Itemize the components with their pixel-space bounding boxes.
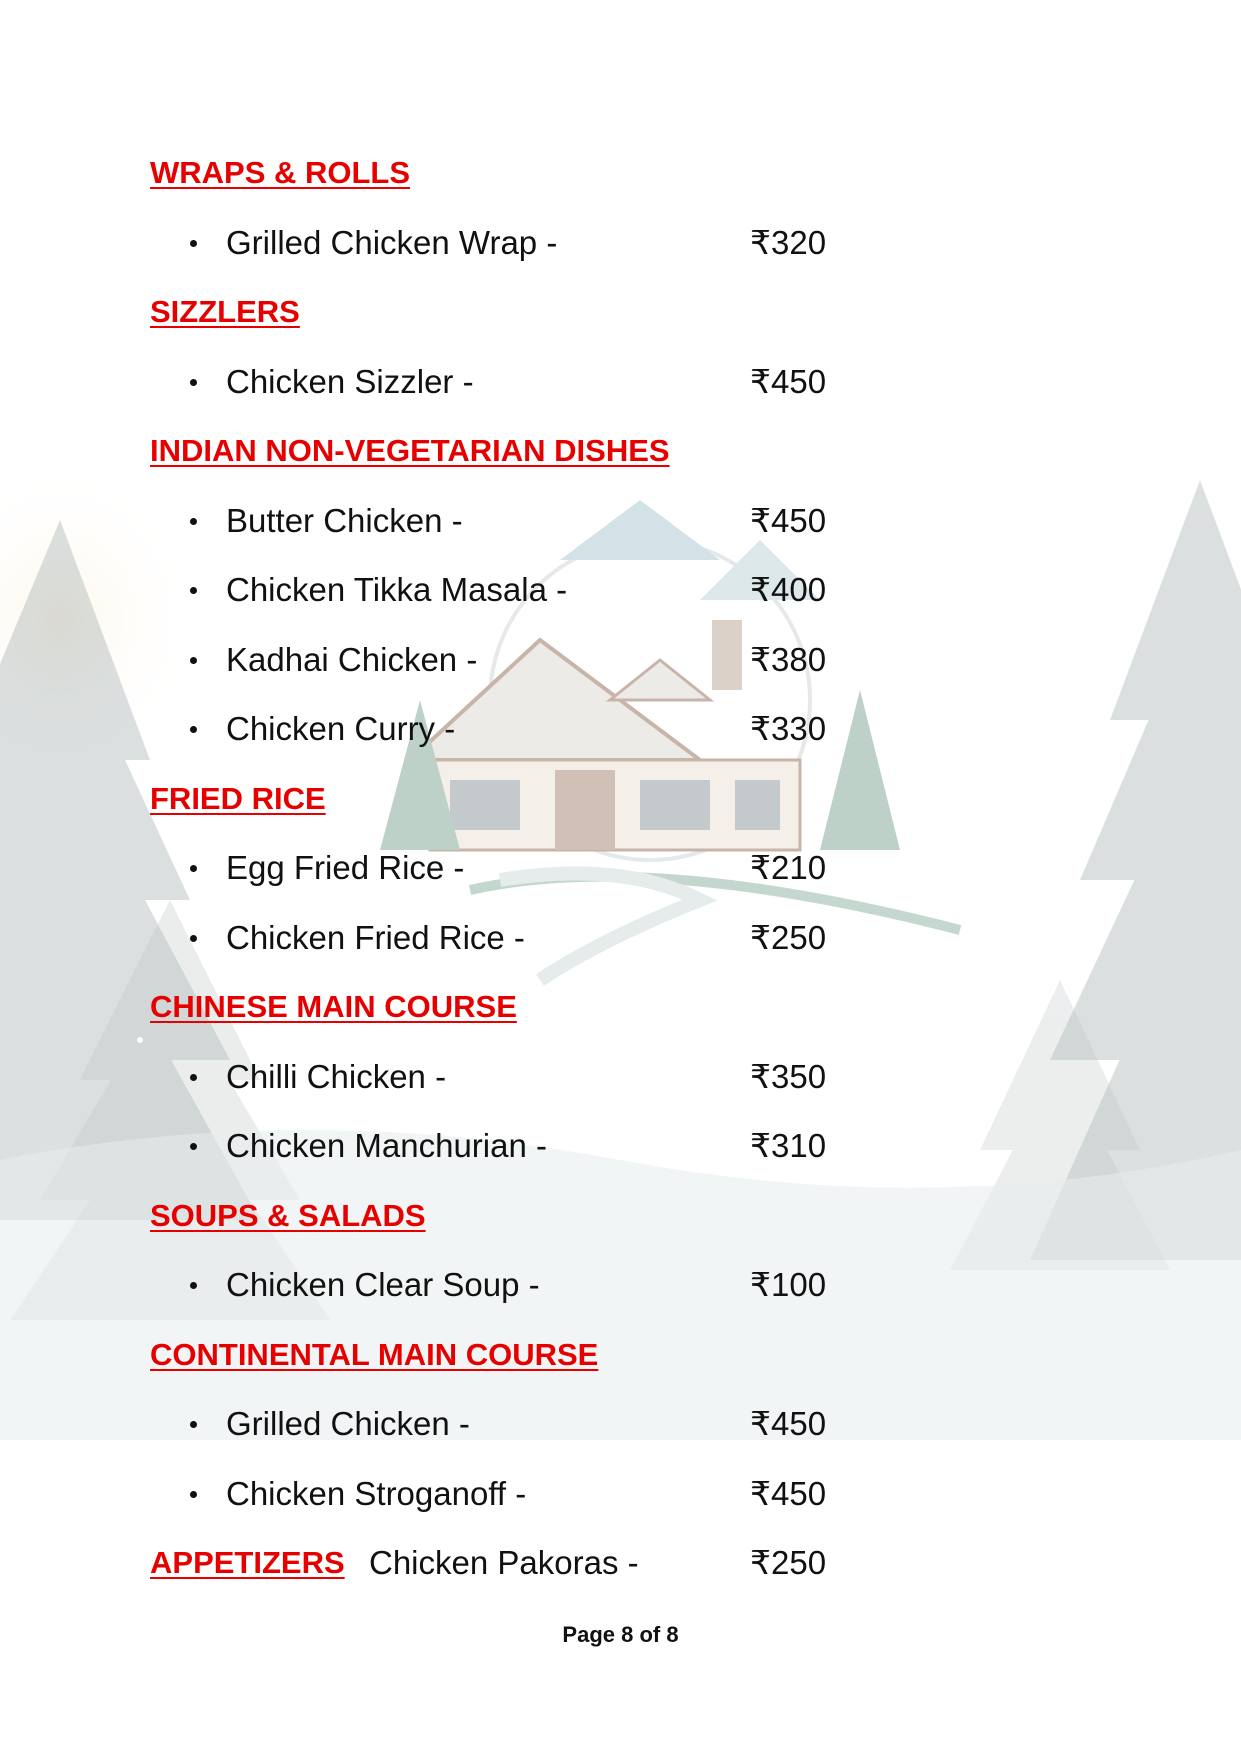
menu-item-name: Egg Fried Rice - xyxy=(226,849,465,886)
bullet-icon xyxy=(190,1143,197,1150)
menu-item-name: Chicken Pakoras - xyxy=(369,1544,639,1581)
bullet-icon xyxy=(190,1421,197,1428)
bullet-icon xyxy=(190,1074,197,1081)
menu-item xyxy=(0,362,1241,402)
bullet-icon xyxy=(190,657,197,664)
section-heading: SOUPS & SALADS xyxy=(150,1197,426,1233)
menu-item xyxy=(0,223,1241,263)
menu-item-price: ₹310 xyxy=(750,1127,827,1164)
section-heading: FRIED RICE xyxy=(150,780,326,816)
menu-item-price: ₹320 xyxy=(750,223,827,261)
menu-item-price: ₹450 xyxy=(750,1474,827,1512)
bullet-icon xyxy=(190,865,197,872)
menu-item-name: Grilled Chicken - xyxy=(226,1405,470,1442)
menu-item-name: Chicken Tikka Masala - xyxy=(226,571,568,608)
menu-item-name: Chicken Sizzler - xyxy=(226,362,474,400)
section-heading: INDIAN NON-VEGETARIAN DISHES xyxy=(150,433,670,468)
menu-item-price: ₹250 xyxy=(750,1544,827,1581)
menu-item-price: ₹250 xyxy=(750,918,827,956)
section-heading-appetizers: APPETIZERS xyxy=(150,1545,345,1580)
menu-item-name: Grilled Chicken Wrap - xyxy=(226,223,558,261)
menu-item-price: ₹350 xyxy=(750,1057,827,1095)
section-heading: CONTINENTAL MAIN COURSE xyxy=(150,1336,599,1372)
menu-item xyxy=(0,918,1241,958)
section-heading: WRAPS & ROLLS xyxy=(150,155,411,190)
menu-item-name: Chicken Clear Soup - xyxy=(226,1266,540,1303)
menu-item-name: Chilli Chicken - xyxy=(226,1057,447,1095)
menu-item xyxy=(0,1057,1241,1097)
menu-item-price: ₹330 xyxy=(750,710,827,747)
menu-item xyxy=(0,709,1241,749)
menu-item-price: ₹380 xyxy=(750,640,827,678)
menu-item-name: Chicken Manchurian - xyxy=(226,1127,547,1164)
menu-item-name: Chicken Fried Rice - xyxy=(226,918,525,956)
menu-item xyxy=(0,848,1241,888)
menu-item-name: Butter Chicken - xyxy=(226,501,463,539)
page-number: Page 8 of 8 xyxy=(562,1622,679,1647)
bullet-icon xyxy=(190,587,197,594)
menu-item-price: ₹450 xyxy=(750,1405,827,1442)
menu-item-name: Kadhai Chicken - xyxy=(226,640,478,678)
menu-item-price: ₹400 xyxy=(750,571,827,608)
bullet-icon xyxy=(190,935,197,942)
menu-item xyxy=(0,501,1241,541)
menu-item xyxy=(0,1126,1241,1166)
menu-item-price: ₹450 xyxy=(750,501,827,539)
bullet-icon xyxy=(190,1491,197,1498)
menu-item xyxy=(0,570,1241,610)
bullet-icon xyxy=(190,240,197,247)
section-heading: SIZZLERS xyxy=(150,294,300,329)
section-heading: CHINESE MAIN COURSE xyxy=(150,989,517,1024)
bullet-icon xyxy=(190,518,197,525)
menu-item-name: Chicken Curry - xyxy=(226,710,456,747)
menu-item xyxy=(0,1265,1241,1305)
bullet-icon xyxy=(190,726,197,733)
menu-item-name: Chicken Stroganoff - xyxy=(226,1474,527,1512)
menu-item xyxy=(0,640,1241,680)
bullet-icon xyxy=(190,379,197,386)
menu-item-price: ₹210 xyxy=(750,849,827,886)
bullet-icon xyxy=(190,1282,197,1289)
menu-item xyxy=(0,1474,1241,1514)
menu-item xyxy=(0,1404,1241,1444)
menu-item-price: ₹450 xyxy=(750,362,827,400)
menu-item-price: ₹100 xyxy=(750,1266,827,1303)
